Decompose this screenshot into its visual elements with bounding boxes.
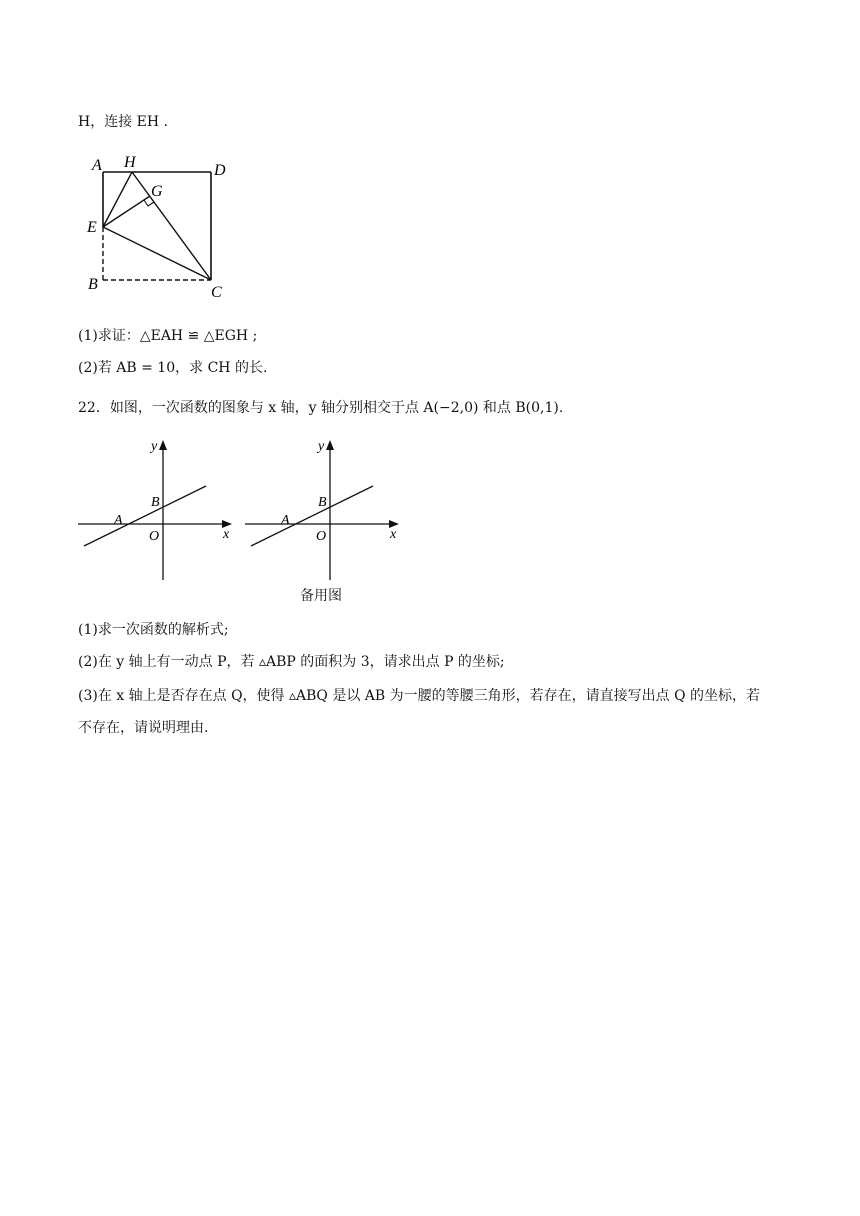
- label-A: A: [92, 157, 102, 174]
- q21-continuation-text: H，连接 EH .: [78, 114, 168, 130]
- q21-part2: (2)若 AB = 10，求 CH 的长.: [78, 360, 268, 376]
- q22-graph-main: [76, 436, 246, 586]
- label-H: H: [124, 154, 136, 171]
- label-x: x: [390, 527, 397, 542]
- q22-part1: (1)求一次函数的解析式;: [78, 622, 229, 638]
- backup-figure-caption: 备用图: [300, 588, 342, 604]
- label-B: B: [88, 276, 98, 293]
- line-AB: [251, 486, 373, 546]
- line-AB: [84, 486, 206, 546]
- label-O: O: [149, 529, 160, 544]
- label-A: A: [114, 513, 123, 528]
- label-B: B: [151, 495, 160, 510]
- label-y: y: [151, 439, 158, 454]
- q22-part2: (2)在 y 轴上有一动点 P，若 ▵ABP 的面积为 3，请求出点 P 的坐标;: [78, 654, 505, 670]
- label-y: y: [318, 439, 325, 454]
- q22-part3-line1: (3)在 x 轴上是否存在点 Q，使得 ▵ABQ 是以 AB 为一腰的等腰三角形，若存在，请直接写出点 Q 的坐标，若: [78, 688, 761, 704]
- label-x: x: [223, 527, 230, 542]
- label-E: E: [87, 219, 97, 236]
- q21-part1: (1)求证：△EAH ≌ △EGH ;: [78, 328, 258, 344]
- segment-EC: [103, 227, 211, 280]
- segment-HC: [132, 172, 211, 280]
- segment-EH: [103, 172, 132, 227]
- label-C: C: [211, 284, 222, 300]
- q21-square-figure: [80, 150, 240, 300]
- segment-EG: [103, 196, 150, 227]
- y-axis-arrow: [326, 440, 334, 450]
- q22-graph-backup: [243, 436, 413, 586]
- label-A: A: [281, 513, 290, 528]
- q22-part3-line2: 不存在，请说明理由.: [78, 720, 209, 736]
- label-G: G: [151, 183, 163, 200]
- label-O: O: [316, 529, 327, 544]
- label-D: D: [214, 162, 226, 179]
- y-axis-arrow: [159, 440, 167, 450]
- label-B: B: [318, 495, 327, 510]
- q22-stem: 22．如图，一次函数的图象与 x 轴，y 轴分别相交于点 A(−2,0) 和点 B(0,1).: [78, 400, 564, 416]
